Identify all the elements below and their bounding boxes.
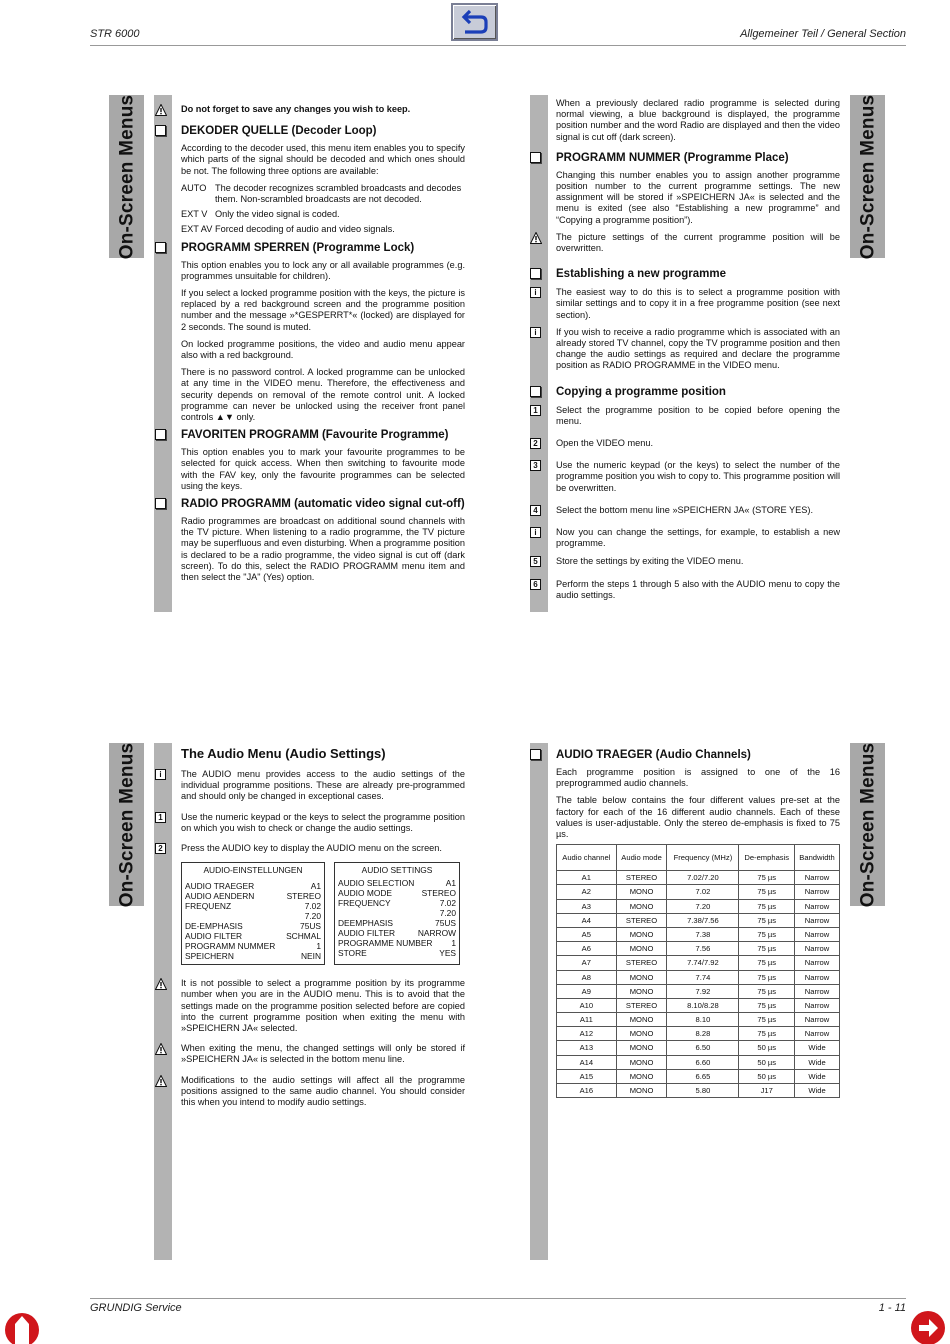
table-cell: 50 µs (739, 1041, 795, 1055)
menu-row-label: PROGRAMM NUMMER (185, 941, 276, 952)
table-cell: Narrow (795, 927, 840, 941)
table-cell: Narrow (795, 913, 840, 927)
menu-row-label: DE-EMPHASIS (185, 921, 243, 932)
checkbox-icon (155, 429, 166, 440)
radio-display-text: When a previously declared radio programme is selected during normal viewing, a blue background is displayed, the programme position number and the word Radio are displayed and then the video signal is cut off (dark screen). (556, 98, 840, 142)
table-cell: 75 µs (739, 942, 795, 956)
establish-info-1: The easiest way to do this is to select a programme position with similar settings and to copy it in a free programme position (see next section). (556, 287, 840, 320)
menu-row-value: 7.02 (304, 901, 321, 912)
previous-arrow-icon (4, 1310, 40, 1344)
table-cell: A6 (557, 942, 617, 956)
lock-p2: If you select a locked programme position with the keys, the picture is replaced by a red background screen and the programme position number and the message »*GESPERRT*« (locked) are displayed for 2 seconds. The sound is muted. (181, 288, 465, 332)
table-cell: A5 (557, 927, 617, 941)
checkbox-icon (530, 152, 541, 163)
menu-row-value: NEIN (300, 951, 321, 962)
table-cell: A11 (557, 1013, 617, 1027)
section-tab: On-Screen Menus (109, 95, 144, 258)
table-cell: 75 µs (739, 1027, 795, 1041)
menu-row-label: FREQUENZ (185, 901, 232, 912)
top-right-column (533, 98, 840, 607)
table-row (557, 913, 840, 927)
table-cell: MONO (616, 970, 667, 984)
table-row (557, 984, 840, 998)
table-cell: MONO (616, 1055, 667, 1069)
warning-icon (530, 232, 541, 243)
menu-row-label: AUDIO FILTER (338, 928, 396, 939)
step-number: 2 (530, 438, 541, 449)
menu-row-value: STEREO (421, 888, 456, 899)
info-icon: i (155, 769, 166, 780)
bottom-left-column (158, 746, 465, 1114)
table-cell: 7.38 (667, 927, 739, 941)
checkbox-icon (155, 125, 166, 136)
copy-step: Select the bottom menu line »SPEICHERN JA« (STORE YES). (556, 504, 814, 515)
step-number: 6 (530, 579, 541, 590)
top-left-column (181, 104, 465, 589)
table-cell: 75 µs (739, 899, 795, 913)
menu-row-label: AUDIO MODE (338, 888, 392, 899)
audio-channel-table (556, 844, 840, 1098)
lock-p4: There is no password control. A locked programme can be unlocked at any time in the VIDEO menu. Therefore, the effectiveness and security depends on removal of the remote control unit. A locked programme can never be unlocked using the receiver front panel controls ▲▼ only. (181, 367, 465, 423)
table-row (557, 1069, 840, 1083)
table-cell: 7.56 (667, 942, 739, 956)
table-cell: 75 µs (739, 871, 795, 885)
table-cell: 5.80 (667, 1084, 739, 1098)
header-model: STR 6000 (90, 28, 140, 40)
table-cell: STEREO (616, 998, 667, 1012)
establish-info-2: If you wish to receive a radio programme which is associated with an already stored TV channel, copy the TV programme position and then change the audio settings as required and declare the programme position as RADIO PROGRAMME in the VIDEO menu. (556, 326, 840, 371)
menu-row-label: DEEMPHASIS (338, 918, 393, 929)
menu-row (185, 891, 321, 901)
decoder-heading: DEKODER QUELLE (Decoder Loop) (181, 125, 377, 138)
table-cell: 50 µs (739, 1055, 795, 1069)
table-cell: A2 (557, 885, 617, 899)
table-cell: MONO (616, 1069, 667, 1083)
table-cell: Narrow (795, 956, 840, 970)
menu-row-label: AUDIO AENDERN (185, 891, 255, 902)
audio-menu-heading: The Audio Menu (Audio Settings) (181, 746, 386, 761)
table-row (557, 1027, 840, 1041)
checkbox-icon (530, 268, 541, 279)
table-cell: Wide (795, 1041, 840, 1055)
table-cell: 75 µs (739, 970, 795, 984)
table-header: De-emphasis (739, 845, 795, 871)
menu-row (338, 908, 456, 918)
copy-step: Open the VIDEO menu. (556, 438, 654, 449)
table-cell: MONO (616, 899, 667, 913)
table-cell: 7.20 (667, 899, 739, 913)
step-number: 3 (530, 460, 541, 471)
warning-icon (155, 1075, 166, 1086)
table-cell: Narrow (795, 984, 840, 998)
audio-step: Use the numeric keypad or the keys to select the programme position on which you wish to check or change the audio settings. (181, 811, 465, 833)
table-cell: 7.38/7.56 (667, 913, 739, 927)
table-row (557, 956, 840, 970)
step-number: 4 (530, 505, 541, 516)
step-number: 2 (155, 843, 166, 854)
place-p1: Changing this number enables you to assign another programme position number to the current programme settings. The new assignment will be stored if »SPEICHERN JA« is selected and the menu is exited (see also “Establishing a new programme” and “Copying a programme position”). (556, 169, 840, 225)
menu-row (338, 948, 456, 958)
decoder-intro: According to the decoder used, this menu item enables you to specify which parts of the signal should be decoded and which ones should be not. The following three options are available: (181, 143, 465, 176)
table-row (557, 899, 840, 913)
radio-p1: Radio programmes are broadcast on additional sound channels with the TV picture. When listening to a radio programme, the TV picture may be superfluous and even disturbing. When a programme position is declared to be a radio programme, the video signal is cut off (dark screen). To do this, select the RADIO PROGRAMM menu item and then select the "JA" (Yes) option. (181, 516, 465, 583)
table-cell: A15 (557, 1069, 617, 1083)
menu-row-value: 75US (435, 918, 456, 929)
table-cell: STEREO (616, 913, 667, 927)
table-row (557, 871, 840, 885)
table-cell: Narrow (795, 998, 840, 1012)
table-cell: 7.92 (667, 984, 739, 998)
table-row (557, 927, 840, 941)
audio-info: The AUDIO menu provides access to the audio settings of the individual programme positions. These are already pre-programmed and should only be changed in exceptional cases. (181, 769, 465, 802)
info-icon: i (530, 327, 541, 338)
table-row (557, 942, 840, 956)
table-cell: Wide (795, 1084, 840, 1098)
menu-row-value: 75US (300, 921, 321, 932)
menu-row-value: SCHMAL (286, 931, 321, 942)
lock-heading: PROGRAMM SPERREN (Programme Lock) (181, 241, 415, 254)
table-cell: 7.02 (667, 885, 739, 899)
footer-page: 1 - 11 (878, 1302, 906, 1314)
menu-row (185, 921, 321, 931)
footer-rule (90, 1298, 906, 1299)
table-cell: A3 (557, 899, 617, 913)
menu-row-label: PROGRAMME NUMBER (338, 938, 433, 949)
table-cell: 75 µs (739, 956, 795, 970)
audio-menu-de: AUDIO-EINSTELLUNGEN AUDIO TRAEGER A1 AUDIO AENDERN STEREO FREQUENZ 7.02 7.20 DE-EMPHASIS 75US AUDIO FILTER SCHMAL PROGRAMM NUMMER 1 SPEICHERN NEIN (181, 862, 325, 965)
table-cell: 6.50 (667, 1041, 739, 1055)
menu-row (185, 901, 321, 911)
table-cell: Narrow (795, 970, 840, 984)
table-cell: A13 (557, 1041, 617, 1055)
audio-channels-p2: The table below contains the four different values pre-set at the factory for each of the 16 different audio channels. Each of these values is user-adjustable. Only the stereo de-emphasis is fixed to 75 µs. (556, 795, 840, 840)
save-note: Do not forget to save any changes you wish to keep. (181, 104, 411, 114)
menu-row-value: 1 (316, 941, 321, 952)
decoder-option: EXT V Only the video signal is coded. (181, 209, 340, 220)
table-cell: 8.28 (667, 1027, 739, 1041)
table-cell: Narrow (795, 871, 840, 885)
copy-info: Now you can change the settings, for example, to establish a new programme. (556, 527, 840, 549)
radio-heading: RADIO PROGRAMM (automatic video signal cut-off) (181, 498, 465, 511)
header-rule (90, 45, 906, 46)
menu-row (338, 928, 456, 938)
table-cell: J17 (739, 1084, 795, 1098)
table-cell: MONO (616, 984, 667, 998)
header-section: Allgemeiner Teil / General Section (740, 28, 906, 40)
fav-p1: This option enables you to mark your favourite programmes to be selected for quick access. When then switching to favourite mode with the FAV key, only the favourite programmes can be selected using the keys. (181, 447, 465, 491)
place-warning: The picture settings of the current programme position will be overwritten. (556, 231, 840, 254)
bottom-right-column (556, 749, 840, 1098)
menu-row (185, 951, 321, 961)
copy-step: Store the settings by exiting the VIDEO menu. (556, 556, 744, 567)
menu-row-value: A1 (445, 878, 456, 889)
menu-row-label: AUDIO SELECTION (338, 878, 415, 889)
table-cell: A8 (557, 970, 617, 984)
menu-row (185, 911, 321, 921)
menu-row-value: NARROW (417, 928, 456, 939)
next-arrow-icon (910, 1310, 946, 1344)
copy-step: Select the programme position to be copied before opening the menu. (556, 404, 840, 426)
table-cell: 75 µs (739, 885, 795, 899)
next-page-button[interactable] (910, 1310, 946, 1344)
menu-row-label: SPEICHERN (185, 951, 234, 962)
table-cell: Narrow (795, 1027, 840, 1041)
lock-p3: On locked programme positions, the video and audio menu appear also with a red background. (181, 338, 465, 361)
checkbox-icon (155, 498, 166, 509)
table-cell: 8.10/8.28 (667, 998, 739, 1012)
table-cell: Narrow (795, 899, 840, 913)
table-row (557, 1041, 840, 1055)
table-row (557, 1013, 840, 1027)
menu-row (185, 941, 321, 951)
audio-channels-heading: AUDIO TRAEGER (Audio Channels) (556, 749, 751, 761)
table-cell: Wide (795, 1069, 840, 1083)
section-tab: On-Screen Menus (850, 743, 885, 906)
audio-menu-screens (181, 862, 465, 965)
decoder-option: EXT AV Forced decoding of audio and video signals. (181, 224, 395, 235)
audio-warning-2: When exiting the menu, the changed settings will only be stored if »SPEICHERN JA« is selected in the bottom menu line. (181, 1043, 465, 1065)
warning-icon (155, 104, 166, 115)
table-cell: MONO (616, 942, 667, 956)
table-header: Audio mode (616, 845, 667, 871)
menu-row-value: YES (439, 948, 456, 959)
copy-heading: Copying a programme position (556, 385, 726, 398)
section-tab: On-Screen Menus (109, 743, 144, 906)
table-cell: A1 (557, 871, 617, 885)
table-header: Frequency (MHz) (667, 845, 739, 871)
back-button[interactable] (451, 3, 498, 41)
menu-row (338, 898, 456, 908)
warning-icon (155, 1043, 166, 1054)
table-cell: A14 (557, 1055, 617, 1069)
checkbox-icon (530, 749, 541, 760)
table-cell: 75 µs (739, 927, 795, 941)
section-tab: On-Screen Menus (850, 95, 885, 258)
warning-icon (155, 978, 166, 989)
place-heading: PROGRAMM NUMMER (Programme Place) (556, 151, 789, 164)
decoder-option: AUTO The decoder recognizes scrambled broadcasts and decodes them. Non-scrambled broadcasts are not decoded. (181, 182, 462, 205)
checkbox-icon (530, 386, 541, 397)
table-cell: 75 µs (739, 1013, 795, 1027)
fav-heading: FAVORITEN PROGRAMM (Favourite Programme) (181, 429, 449, 442)
table-row (557, 885, 840, 899)
copy-step: Use the numeric keypad (or the keys) to select the number of the programme position you wish to copy to. This programme position will be overwritten. (556, 460, 840, 493)
menu-row-label: AUDIO FILTER (185, 931, 243, 942)
table-cell: 75 µs (739, 984, 795, 998)
previous-page-button[interactable] (4, 1310, 40, 1344)
table-cell: STEREO (616, 871, 667, 885)
table-row (557, 970, 840, 984)
table-cell: MONO (616, 1027, 667, 1041)
margin-bar (530, 743, 548, 1260)
table-cell: MONO (616, 885, 667, 899)
table-cell: 6.60 (667, 1055, 739, 1069)
audio-menu-en: AUDIO SETTINGS AUDIO SELECTION A1 AUDIO MODE STEREO FREQUENCY 7.02 7.20 DEEMPHASIS 75US AUDIO FILTER NARROW PROGRAMME NUMBER 1 STORE YES (334, 862, 460, 965)
copy-step: Perform the steps 1 through 5 also with the AUDIO menu to copy the audio settings. (556, 578, 840, 600)
table-cell: MONO (616, 1041, 667, 1055)
table-cell: 8.10 (667, 1013, 739, 1027)
table-cell: 75 µs (739, 913, 795, 927)
establish-heading: Establishing a new programme (556, 268, 726, 281)
table-cell: Narrow (795, 942, 840, 956)
table-header: Bandwidth (795, 845, 840, 871)
checkbox-icon (155, 242, 166, 253)
back-arrow-icon (453, 5, 496, 39)
table-cell: 6.65 (667, 1069, 739, 1083)
menu-row-label: AUDIO TRAEGER (185, 881, 255, 892)
table-row (557, 1084, 840, 1098)
table-cell: Wide (795, 1055, 840, 1069)
table-cell: MONO (616, 927, 667, 941)
table-cell: 7.74/7.92 (667, 956, 739, 970)
menu-row (338, 918, 456, 928)
menu-row-label: STORE (338, 948, 367, 959)
table-cell: Narrow (795, 885, 840, 899)
menu-row (338, 938, 456, 948)
table-cell: MONO (616, 1013, 667, 1027)
table-cell: MONO (616, 1084, 667, 1098)
step-number: 1 (155, 812, 166, 823)
menu-row-value: A1 (310, 881, 321, 892)
menu-row-value: 7.20 (304, 911, 321, 922)
menu-row-value: 7.02 (439, 898, 456, 909)
table-cell: A16 (557, 1084, 617, 1098)
audio-step: Press the AUDIO key to display the AUDIO menu on the screen. (181, 843, 442, 854)
step-number: 5 (530, 556, 541, 567)
info-icon: i (530, 527, 541, 538)
table-cell: A10 (557, 998, 617, 1012)
table-cell: 75 µs (739, 998, 795, 1012)
table-cell: A12 (557, 1027, 617, 1041)
table-cell: 7.74 (667, 970, 739, 984)
table-cell: STEREO (616, 956, 667, 970)
table-header: Audio channel (557, 845, 617, 871)
step-number: 1 (530, 405, 541, 416)
footer-brand: GRUNDIG Service (90, 1302, 182, 1314)
audio-channels-p1: Each programme position is assigned to one of the 16 preprogrammed audio channels. (556, 767, 840, 789)
table-row (557, 1055, 840, 1069)
table-cell: A9 (557, 984, 617, 998)
lock-p1: This option enables you to lock any or all available programmes (e.g. programmes unsuitable for children). (181, 259, 465, 281)
menu-row-value: 1 (451, 938, 456, 949)
table-cell: 50 µs (739, 1069, 795, 1083)
table-cell: A7 (557, 956, 617, 970)
menu-row (185, 881, 321, 891)
menu-row-label: FREQUENCY (338, 898, 391, 909)
menu-row (338, 888, 456, 898)
margin-bar (154, 95, 172, 612)
table-cell: 7.02/7.20 (667, 871, 739, 885)
menu-row (338, 878, 456, 888)
table-cell: A4 (557, 913, 617, 927)
menu-row (185, 931, 321, 941)
menu-row-value: STEREO (286, 891, 321, 902)
table-cell: Narrow (795, 1013, 840, 1027)
table-row (557, 998, 840, 1012)
audio-warning-1: It is not possible to select a programme position by its programme number when you are in the AUDIO menu. This is to avoid that the settings made on the programme position selected before are copied into the current programme position when exiting the menu with »SPEICHERN JA« selected. (181, 978, 465, 1034)
menu-row-value: 7.20 (439, 908, 456, 919)
audio-warning-3: Modifications to the audio settings will affect all the programme positions assigned to the same audio channel. You should consider this when you intend to modify audio settings. (181, 1074, 465, 1108)
info-icon: i (530, 287, 541, 298)
